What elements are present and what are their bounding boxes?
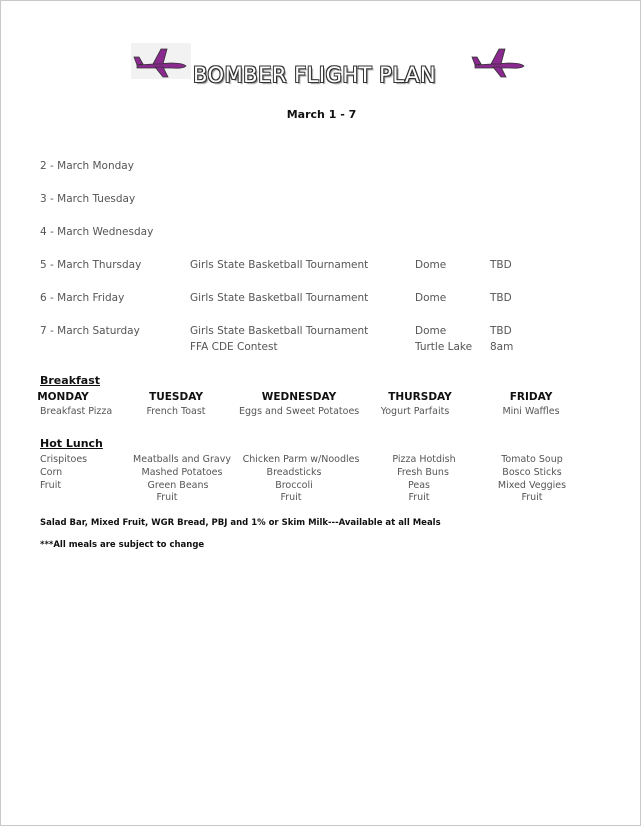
- lunch-item: Green Beans: [147, 480, 209, 491]
- event-day: 7 - March Saturday: [40, 325, 140, 337]
- lunch-item: Fruit: [280, 492, 302, 503]
- event-name: Girls State Basketball Tournament: [190, 259, 369, 271]
- hot-lunch-heading: Hot Lunch: [40, 437, 103, 450]
- breakfast-item: French Toast: [146, 406, 206, 417]
- lunch-item: Peas: [407, 480, 430, 491]
- lunch-item: Tomato Soup: [501, 454, 563, 465]
- lunch-item: Pizza Hotdish: [392, 454, 456, 465]
- event-location: Turtle Lake: [415, 341, 473, 353]
- event-day: 4 - March Wednesday: [40, 226, 154, 238]
- event-time: 8am: [490, 341, 514, 353]
- lunch-item: Broccoli: [275, 480, 313, 491]
- event-day: 2 - March Monday: [40, 160, 134, 172]
- event-day: 3 - March Tuesday: [40, 193, 136, 205]
- event-name: Girls State Basketball Tournament: [190, 292, 369, 304]
- event-location: Dome: [415, 325, 447, 337]
- event-location: Dome: [415, 259, 447, 271]
- lunch-item: Bosco Sticks: [502, 467, 562, 478]
- lunch-item: Fruit: [40, 480, 62, 491]
- lunch-item: Corn: [40, 467, 63, 478]
- event-name: FFA CDE Contest: [190, 341, 278, 353]
- airplane-left-icon: [131, 43, 191, 79]
- lunch-item: Mashed Potatoes: [141, 467, 223, 478]
- event-time: TBD: [490, 259, 512, 271]
- lunch-item: Chicken Parm w/Noodles: [242, 454, 360, 465]
- event-time: TBD: [490, 325, 512, 337]
- breakfast-item: Breakfast Pizza: [40, 406, 113, 417]
- event-day: 6 - March Friday: [40, 292, 125, 304]
- event-name: Girls State Basketball Tournament: [190, 325, 369, 337]
- airplane-right-icon: [469, 43, 529, 79]
- date-range: March 1 - 7: [286, 108, 357, 121]
- breakfast-item: Eggs and Sweet Potatoes: [239, 406, 360, 417]
- lunch-item: Crispitoes: [40, 454, 88, 465]
- breakfast-day-header: WEDNESDAY: [261, 391, 337, 403]
- disclaimer-note: ***All meals are subject to change: [40, 540, 205, 550]
- lunch-item: Fresh Buns: [397, 467, 449, 478]
- breakfast-day-header: FRIDAY: [509, 391, 553, 403]
- salad-bar-note: Salad Bar, Mixed Fruit, WGR Bread, PBJ and 1% or Skim Milk---Available at all Meals: [40, 518, 441, 528]
- breakfast-day-header: MONDAY: [37, 391, 89, 403]
- event-time: TBD: [490, 292, 512, 304]
- breakfast-item: Mini Waffles: [502, 406, 560, 417]
- breakfast-item: Yogurt Parfaits: [380, 406, 450, 417]
- lunch-item: Meatballs and Gravy: [133, 454, 231, 465]
- breakfast-heading: Breakfast: [40, 374, 101, 387]
- title-banner: [121, 41, 531, 91]
- lunch-item: Fruit: [408, 492, 430, 503]
- event-day: 5 - March Thursday: [40, 259, 142, 271]
- event-location: Dome: [415, 292, 447, 304]
- page-title: BOMBER FLIGHT PLAN: [193, 63, 437, 87]
- lunch-item: Mixed Veggies: [497, 480, 567, 491]
- lunch-item: Fruit: [156, 492, 178, 503]
- lunch-item: Breadsticks: [266, 467, 322, 478]
- breakfast-day-header: TUESDAY: [149, 391, 203, 403]
- breakfast-day-header: THURSDAY: [388, 391, 452, 403]
- lunch-item: Fruit: [521, 492, 543, 503]
